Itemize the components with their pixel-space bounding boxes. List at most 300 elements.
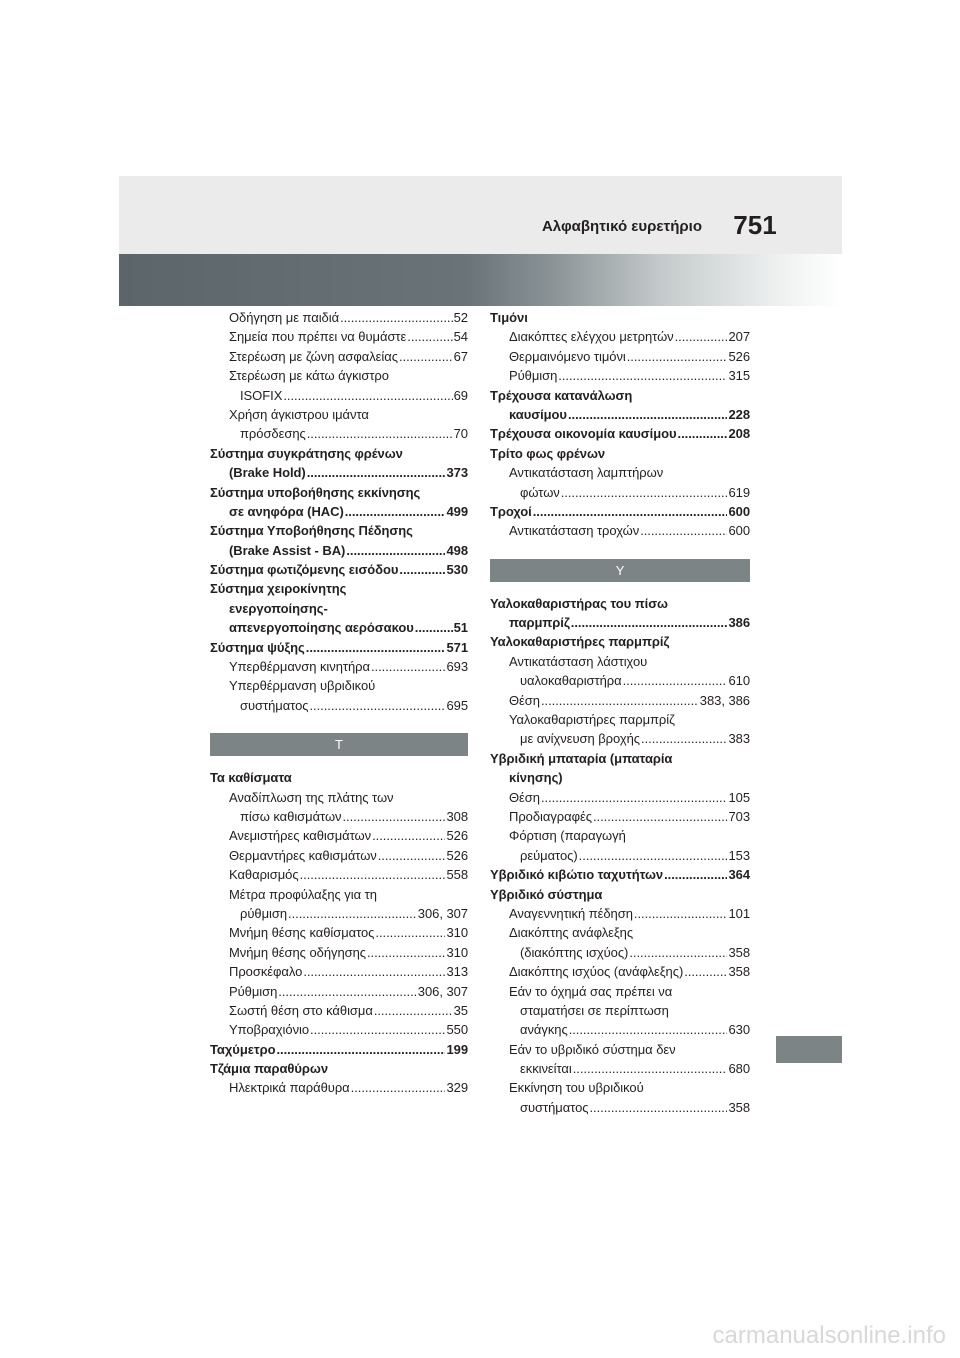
dot-leader — [345, 502, 446, 521]
index-page-ref: 693 — [446, 659, 468, 675]
dot-leader — [593, 807, 727, 826]
index-entry-text: Αντικατάσταση τροχών — [509, 523, 640, 539]
index-entry-line — [210, 826, 468, 845]
index-entry-line — [210, 1020, 468, 1039]
index-entry-text: Μνήμη θέσης οδήγησης — [229, 944, 366, 960]
dot-leader — [288, 904, 417, 923]
index-entry-line — [490, 405, 750, 424]
index-entry-text: πίσω καθισμάτων — [240, 808, 342, 824]
index-entry-text: Υποβραχιόνιο — [229, 1022, 310, 1038]
index-entry-text: απενεργοποίησης αερόσακου — [229, 620, 414, 636]
index-entry-text: Καθαρισμός — [229, 867, 299, 883]
index-entry-line — [210, 1059, 468, 1078]
index-entry-text: Ηλεκτρικά παράθυρα — [229, 1080, 350, 1096]
index-entry-line — [210, 502, 468, 521]
index-page-ref: 364 — [728, 867, 750, 883]
index-entry — [210, 444, 468, 483]
index-entry-text: (Brake Hold) — [229, 465, 306, 481]
index-entry-text: Θερμαντήρες καθισμάτων — [229, 847, 377, 863]
dot-leader — [367, 943, 445, 962]
index-entry — [490, 1078, 750, 1117]
index-entry-line — [210, 618, 468, 637]
dot-leader — [371, 657, 445, 676]
index-entry-line — [210, 1001, 468, 1020]
index-entry-text: Στερέωση με κάτω άγκιστρο — [229, 368, 389, 384]
dot-leader — [351, 1078, 446, 1097]
index-entry-text: Χρήση άγκιστρου ιμάντα — [229, 406, 369, 422]
index-entry-text: Προσκέφαλο — [229, 964, 303, 980]
index-entry — [210, 1001, 468, 1020]
index-entry-line — [490, 943, 750, 962]
index-entry-text: Τιμόνι — [490, 310, 528, 325]
dot-leader — [571, 613, 728, 632]
index-entry-line — [490, 521, 750, 540]
index-entry-line — [490, 788, 750, 807]
index-entry-line — [210, 308, 468, 327]
index-entry-line — [490, 594, 750, 613]
index-page-ref: 383 — [728, 731, 750, 747]
index-entry-text: ανάγκης — [520, 1022, 568, 1038]
index-entry-line — [210, 386, 468, 405]
index-entry-line — [490, 327, 750, 346]
index-entry-line — [210, 541, 468, 560]
index-page-ref: 526 — [728, 348, 750, 364]
index-entry — [490, 962, 750, 981]
index-entry — [490, 327, 750, 346]
index-page-ref: 306, 307 — [417, 983, 468, 999]
index-entry — [210, 846, 468, 865]
dot-leader — [307, 424, 453, 443]
index-entry-line — [490, 826, 750, 845]
index-entry-line — [210, 424, 468, 443]
index-entry-line — [490, 1078, 750, 1097]
index-entry — [490, 424, 750, 443]
index-entry — [490, 749, 750, 788]
dot-leader — [374, 1001, 453, 1020]
index-entry-text: Εκκίνηση του υβριδικού — [509, 1080, 644, 1096]
index-entry-line — [210, 943, 468, 962]
dot-leader — [340, 308, 453, 327]
index-page-ref: 383, 386 — [699, 692, 750, 708]
index-page-ref: 571 — [446, 639, 468, 655]
dot-leader — [541, 691, 699, 710]
index-entry-text: Υβριδικό κιβώτιο ταχυτήτων — [490, 867, 664, 883]
index-entry-text: πρόσδεσης — [240, 426, 306, 442]
index-entry — [490, 865, 750, 884]
dot-leader — [569, 1020, 728, 1039]
dot-leader — [629, 943, 727, 962]
dot-leader — [310, 1020, 445, 1039]
index-page-ref: 558 — [446, 867, 468, 883]
index-page-ref: 600 — [728, 523, 750, 539]
index-entry-text: Υπερθέρμανση υβριδικού — [229, 678, 376, 694]
index-entry-text: Υβριδική μπαταρία (μπαταρία — [490, 750, 673, 766]
index-entry-line — [490, 904, 750, 923]
index-entry — [210, 521, 468, 560]
dot-leader — [568, 405, 728, 424]
index-page-ref: 153 — [728, 847, 750, 863]
index-entry-line — [210, 405, 468, 424]
index-entry — [490, 691, 750, 710]
dot-leader — [541, 788, 727, 807]
dot-leader — [407, 327, 452, 346]
index-entry — [490, 463, 750, 502]
dot-leader — [346, 541, 445, 560]
index-page-ref: 358 — [728, 1099, 750, 1115]
index-entry-line — [490, 865, 750, 884]
index-entry-text: Σύστημα χειροκίνητης — [210, 581, 347, 597]
dot-leader — [303, 962, 445, 981]
index-entry-text: Διακόπτης ανάφλεξης — [509, 925, 634, 941]
index-section-header: Υ — [490, 559, 750, 582]
index-entry-text: Οδήγηση με παιδιά — [229, 310, 340, 325]
index-entry-text: Τα καθίσματα — [210, 770, 292, 786]
section-side-tab — [776, 1036, 842, 1063]
index-page-ref: 530 — [446, 562, 468, 578]
index-entry-text: Τρίτο φως φρένων — [490, 445, 606, 461]
dot-leader — [684, 962, 727, 981]
index-entry-text: Διακόπτης ισχύος (ανάφλεξης) — [509, 964, 684, 980]
index-entry-line — [210, 885, 468, 904]
index-entry-text: εκκινείται — [520, 1061, 572, 1077]
index-entry-text: ISOFIX — [240, 387, 283, 403]
index-entry — [210, 327, 468, 346]
dot-leader — [415, 618, 453, 637]
page-number: 751 — [733, 210, 777, 240]
index-entry-line — [490, 483, 750, 502]
index-entry-text: Σύστημα συγκράτησης φρένων — [210, 445, 403, 461]
dot-leader — [573, 1059, 728, 1078]
index-entry-line — [490, 1001, 750, 1020]
index-entry-text: ενεργοποίησης- — [229, 600, 328, 616]
index-entry-text: Θέση — [509, 789, 540, 805]
index-entry-line — [490, 846, 750, 865]
index-entry — [490, 788, 750, 807]
index-entry-line — [210, 807, 468, 826]
index-column-left — [210, 308, 468, 1098]
index-entry — [490, 386, 750, 425]
dot-leader — [558, 366, 727, 385]
index-entry-text: Σύστημα Υποβοήθησης Πέδησης — [210, 523, 413, 539]
index-entry-line — [490, 749, 750, 768]
index-entry-line — [210, 560, 468, 579]
index-entry-line — [490, 885, 750, 904]
index-entry-text: Σύστημα ψύξης — [210, 639, 305, 655]
index-entry-text: Μέτρα προφύλαξης για τη — [229, 886, 377, 902]
index-entry — [210, 579, 468, 637]
index-page-ref: 386 — [728, 615, 750, 631]
index-entry-line — [210, 865, 468, 884]
index-entry — [210, 962, 468, 981]
dot-leader — [309, 696, 445, 715]
index-page-ref: 105 — [728, 789, 750, 805]
index-entry-line — [490, 982, 750, 1001]
index-entry — [490, 710, 750, 749]
index-page-ref: 308 — [446, 808, 468, 824]
watermark: carmanualsonline.info — [712, 1322, 946, 1349]
index-page-ref: 313 — [446, 964, 468, 980]
dot-leader — [343, 807, 446, 826]
index-entry-line — [490, 1040, 750, 1059]
index-page-ref: 526 — [446, 847, 468, 863]
index-entry-line — [490, 710, 750, 729]
index-entry — [490, 366, 750, 385]
dot-leader — [561, 483, 728, 502]
index-entry — [210, 676, 468, 715]
index-entry-line — [490, 502, 750, 521]
index-entry-line — [490, 1020, 750, 1039]
index-entry-text: Υαλοκαθαριστήρες παρμπρίζ — [490, 634, 670, 650]
index-entry — [490, 923, 750, 962]
index-page-ref: 306, 307 — [417, 905, 468, 921]
index-page-ref: 54 — [453, 329, 468, 345]
index-page-ref: 310 — [446, 944, 468, 960]
index-entry-text: Αντικατάσταση λαμπτήρων — [509, 465, 664, 481]
index-entry-line — [210, 962, 468, 981]
dot-leader — [283, 386, 452, 405]
index-entry-line — [210, 599, 468, 618]
index-entry-line — [210, 638, 468, 657]
index-page-ref: 35 — [453, 1002, 468, 1018]
index-page-ref: 329 — [446, 1080, 468, 1096]
index-entry-line — [490, 424, 750, 443]
index-entry-text: σε ανηφόρα (HAC) — [229, 503, 344, 519]
index-entry-line — [210, 483, 468, 502]
index-page-ref: 630 — [728, 1022, 750, 1038]
index-page-ref: 373 — [446, 465, 468, 481]
index-entry — [210, 982, 468, 1001]
index-entry-text: Εάν το όχημά σας πρέπει να — [509, 983, 673, 999]
index-entry — [490, 807, 750, 826]
index-entry-text: (διακόπτης ισχύος) — [520, 944, 629, 960]
index-entry — [490, 982, 750, 1040]
index-entry-line — [210, 1078, 468, 1097]
index-entry-text: Υπερθέρμανση κινητήρα — [229, 659, 370, 675]
index-entry-text: Μνήμη θέσης καθίσματος — [229, 925, 375, 941]
index-entry — [490, 885, 750, 904]
index-page-ref: 550 — [446, 1022, 468, 1038]
index-entry-text: Σύστημα υποβοήθησης εκκίνησης — [210, 484, 421, 500]
page-title: Αλφαβητικό ευρετήριο — [541, 218, 702, 235]
index-entry — [210, 405, 468, 444]
index-page-ref: 310 — [446, 925, 468, 941]
index-entry-text: Φόρτιση (παραγωγή — [509, 828, 626, 844]
index-entry-line — [490, 691, 750, 710]
index-entry-text: συστήματος — [520, 1099, 589, 1115]
index-page-ref: 228 — [728, 406, 750, 422]
index-entry — [210, 366, 468, 405]
index-page-ref: 69 — [453, 387, 468, 403]
index-entry — [490, 444, 750, 463]
index-entry-line — [210, 657, 468, 676]
index-entry-text: κίνησης) — [509, 770, 563, 786]
dot-leader — [375, 923, 445, 942]
dot-leader — [307, 463, 446, 482]
index-entry-text: Ανεμιστήρες καθισμάτων — [229, 828, 372, 844]
index-entry-text: Προδιαγραφές — [509, 808, 592, 824]
index-entry — [210, 638, 468, 657]
index-entry-text: Σύστημα φωτιζόμενης εισόδου — [210, 562, 399, 578]
index-entry-text: Ρύθμιση — [229, 983, 278, 999]
index-page-ref: 199 — [446, 1041, 468, 1057]
dot-leader — [634, 904, 728, 923]
header-gradient-band — [119, 254, 842, 306]
index-entry — [490, 502, 750, 521]
index-page-ref: 695 — [446, 697, 468, 713]
index-entry — [490, 594, 750, 633]
index-entry-text: Υαλοκαθαριστήρες παρμπρίζ — [509, 712, 675, 728]
index-entry — [210, 1020, 468, 1039]
dot-leader — [675, 327, 728, 346]
index-page-ref: 101 — [728, 905, 750, 921]
index-page-ref: 67 — [453, 348, 468, 364]
index-page-ref: 498 — [446, 542, 468, 558]
index-entry-text: Τροχοί — [490, 503, 532, 519]
index-entry — [210, 1059, 468, 1078]
index-entry — [210, 483, 468, 522]
index-entry — [490, 521, 750, 540]
index-entry-line — [210, 923, 468, 942]
index-entry-line — [490, 1059, 750, 1078]
index-column-right — [490, 308, 750, 1117]
dot-leader — [378, 846, 446, 865]
index-entry-line — [490, 807, 750, 826]
index-entry-line — [490, 729, 750, 748]
index-page-ref: 703 — [728, 808, 750, 824]
index-entry — [210, 1078, 468, 1097]
dot-leader — [641, 729, 727, 748]
dot-leader — [640, 521, 727, 540]
index-page-ref: 51 — [453, 620, 468, 636]
dot-leader — [589, 1098, 727, 1117]
index-entry-text: Τρέχουσα οικονομία καυσίμου — [490, 426, 677, 442]
index-entry-text: Θέση — [509, 692, 540, 708]
index-entry — [490, 1040, 750, 1079]
index-entry — [210, 657, 468, 676]
index-entry-line — [490, 1098, 750, 1117]
index-entry — [490, 652, 750, 691]
index-entry-text: (Brake Assist - BA) — [229, 542, 346, 558]
index-entry-line — [210, 366, 468, 385]
index-entry-line — [490, 308, 750, 327]
index-page-ref: 358 — [728, 964, 750, 980]
dot-leader — [278, 982, 416, 1001]
index-entry-text: σταματήσει σε περίπτωση — [520, 1002, 669, 1018]
index-entry — [490, 826, 750, 865]
index-entry-line — [210, 768, 468, 787]
index-entry-line — [490, 463, 750, 482]
index-page-ref: 208 — [728, 426, 750, 442]
index-entry-line — [210, 696, 468, 715]
dot-leader — [678, 424, 728, 443]
dot-leader — [306, 638, 446, 657]
dot-leader — [579, 846, 728, 865]
index-entry-line — [490, 347, 750, 366]
dot-leader — [533, 502, 728, 521]
index-entry-line — [490, 923, 750, 942]
index-entry-line — [210, 788, 468, 807]
index-entry — [210, 768, 468, 787]
index-page-ref: 610 — [728, 673, 750, 689]
dot-leader — [627, 347, 728, 366]
index-entry-line — [210, 1040, 468, 1059]
index-section-header: Τ — [210, 733, 468, 756]
index-entry-text: Τζάμια παραθύρων — [210, 1061, 329, 1077]
index-entry-text: Εάν το υβριδικό σύστημα δεν — [509, 1041, 676, 1057]
index-entry — [490, 904, 750, 923]
index-entry-line — [210, 982, 468, 1001]
index-entry-line — [490, 444, 750, 463]
index-entry — [490, 632, 750, 651]
index-page-ref: 526 — [446, 828, 468, 844]
index-entry — [210, 788, 468, 827]
index-entry — [210, 1040, 468, 1059]
index-entry-line — [210, 444, 468, 463]
index-entry-line — [490, 632, 750, 651]
index-entry-line — [210, 327, 468, 346]
index-entry-text: Σημεία που πρέπει να θυμάστε — [229, 329, 407, 345]
index-entry-text: Θερμαινόμενο τιμόνι — [509, 348, 626, 364]
index-entry-line — [210, 463, 468, 482]
index-entry-text: με ανίχνευση βροχής — [520, 731, 641, 747]
index-entry — [210, 943, 468, 962]
index-entry-text: Υβριδικό σύστημα — [490, 886, 603, 902]
index-page-ref: 52 — [453, 310, 468, 325]
index-entry-line — [210, 904, 468, 923]
index-entry-text: καυσίμου — [509, 406, 567, 422]
index-entry-text: Σωστή θέση στο κάθισμα — [229, 1002, 373, 1018]
dot-leader — [623, 671, 728, 690]
dot-leader — [399, 347, 453, 366]
index-page-ref: 619 — [728, 484, 750, 500]
index-entry-text: Αντικατάσταση λάστιχου — [509, 653, 648, 669]
index-entry-text: φώτων — [520, 484, 560, 500]
index-entry-text: συστήματος — [240, 697, 309, 713]
index-page-ref: 600 — [728, 503, 750, 519]
index-page-ref: 680 — [728, 1061, 750, 1077]
index-page-ref: 70 — [453, 426, 468, 442]
index-entry-text: ρεύματος) — [520, 847, 578, 863]
index-entry-line — [210, 846, 468, 865]
index-entry — [210, 826, 468, 845]
index-entry-line — [490, 386, 750, 405]
index-entry-line — [210, 579, 468, 598]
dot-leader — [276, 1040, 445, 1059]
index-entry-text: ρύθμιση — [240, 905, 288, 921]
index-entry-line — [210, 347, 468, 366]
index-entry — [210, 347, 468, 366]
index-entry — [210, 308, 468, 327]
index-entry-line — [490, 962, 750, 981]
index-entry — [210, 923, 468, 942]
index-entry-text: Ρύθμιση — [509, 368, 558, 384]
index-entry-line — [490, 768, 750, 787]
dot-leader — [300, 865, 446, 884]
index-page-ref: 207 — [728, 329, 750, 345]
index-entry-text: Τρέχουσα κατανάλωση — [490, 387, 633, 403]
index-entry — [490, 347, 750, 366]
index-entry-line — [490, 613, 750, 632]
index-entry-text: παρμπρίζ — [509, 615, 570, 631]
index-entry — [490, 308, 750, 327]
index-entry-text: υαλοκαθαριστήρα — [520, 673, 622, 689]
dot-leader — [399, 560, 445, 579]
index-entry-text: Ταχύμετρο — [210, 1041, 276, 1057]
index-entry — [210, 865, 468, 884]
index-entry — [210, 560, 468, 579]
index-entry — [210, 885, 468, 924]
index-entry-text: Διακόπτες ελέγχου μετρητών — [509, 329, 674, 345]
